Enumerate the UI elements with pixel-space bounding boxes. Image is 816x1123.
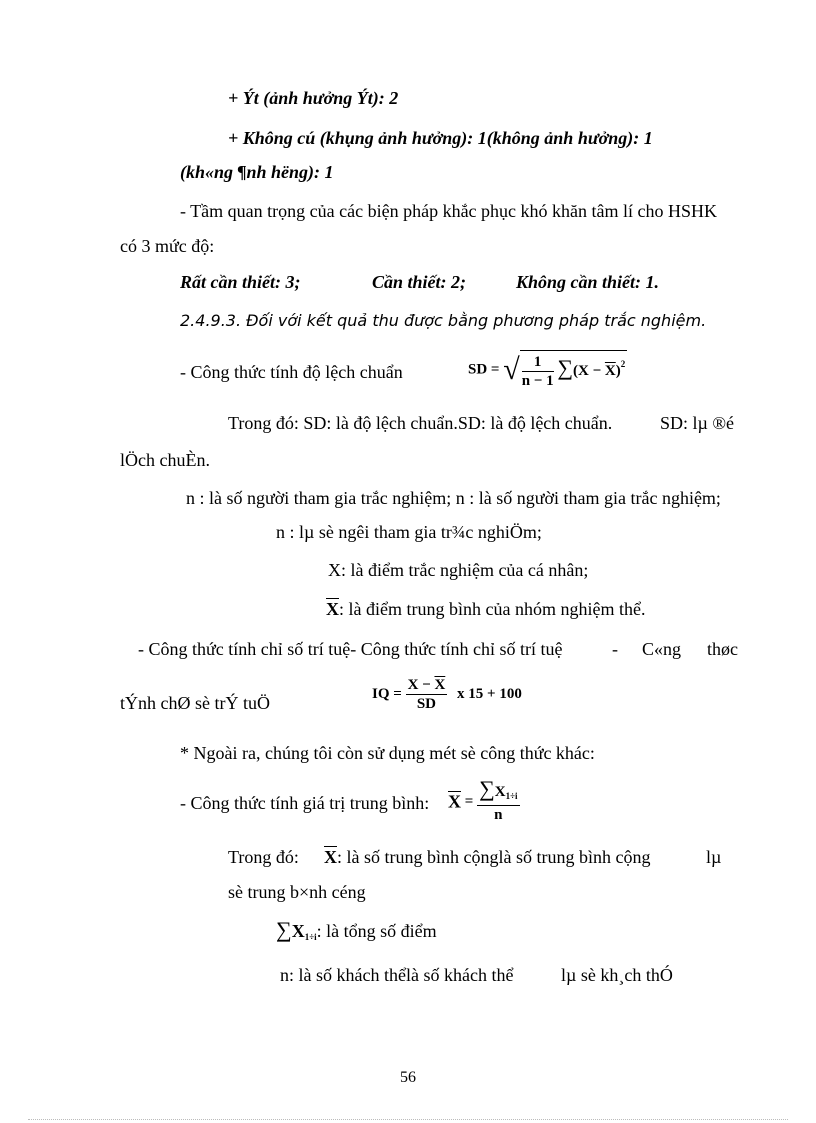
iq-formula [372,676,522,713]
where-sd-definition-garbled: SD: lµ ®é [660,413,735,433]
mean-formula-label: - Công thức tính giá trị trung bình: [180,793,430,813]
iq-dash: - [612,639,618,659]
importance-paragraph: - Tầm quan trọng của các biện pháp khắc phục khó khăn tâm lí cho HSHK [180,201,718,221]
sd-lhs: SD = [468,361,500,378]
where-sd-definition-cont: lÖch chuÈn. [120,450,210,470]
mean-definition-text: : là số trung bình cộnglà số trung bình cộng [337,847,651,867]
n-subjects-garbled: lµ sè kh¸ch thÓ [561,965,673,985]
importance-paragraph-cont: có 3 mức độ: [120,236,215,256]
sqrt-icon: √ [503,353,520,386]
iq-lhs: IQ = [372,686,402,702]
level-very-necessary: Rất cần thiết: 3; [180,272,301,292]
xbar-definition [326,597,645,621]
where-mean-garbled-cont: sè trung b×nh céng [228,882,366,902]
sd-den: n − 1 [521,373,554,389]
iq-formula-label: - Công thức tính chỉ số trí tuệ- Công thức tính chỉ số trí tuệ [138,639,563,659]
criterion-little-influence: + Ýt (ảnh hưởng Ýt): 2 [228,88,399,108]
where-sd-definition: Trong đó: SD: là độ lệch chuẩn.SD: là độ lệch chuẩn. [228,413,613,433]
page-number: 56 [400,1069,416,1086]
page-bottom-divider [28,1119,788,1120]
where-mean-garbled: lµ [706,847,722,867]
sum-var: X [291,921,305,941]
iq-label-garbled-2: thøc [707,639,738,659]
section-heading-2-4-9-3: 2.4.9.3. Đối với kết quả thu được bằng phương pháp trắc nghiệm. [180,311,707,330]
criterion-no-influence-garbled: (kh«ng ¶nh hëng): 1 [180,162,334,182]
mean-var: X [494,784,506,800]
where-mean-definition [324,845,650,869]
n-subjects-definition: n: là số khách thểlà số khách thể [280,965,514,985]
sum-definition [276,918,437,949]
n-definition: n : là số người tham gia trắc nghiệm; n : là số người tham gia trắc nghiệm; [186,488,721,508]
sd-pow: 2 [620,358,626,369]
sum-icon: ∑ [276,917,292,942]
iq-label-garbled-1: C«ng [642,639,682,659]
iq-num-x: X − [407,677,435,693]
xbar-definition-text: : là điểm trung bình của nhóm nghiệm thể. [339,599,646,619]
sum-sub: 1÷i [304,932,317,942]
sd-xbar: $\overline{X}$ [604,362,616,379]
where-mean-label: Trong đó: [228,847,299,867]
sd-body: (X − [573,362,605,379]
sd-formula [468,350,627,390]
criterion-no-influence: + Không cú (khụng ảnh hưởng): 1(không ảnh hưởng): 1 [228,128,653,148]
mean-den: n [494,807,503,823]
iq-num-xbar: $\overline{X}$ [434,677,446,693]
level-not-necessary: Không cần thiết: 1. [516,272,660,292]
sum-definition-text: : là tổng số điểm [316,921,437,941]
level-necessary: Cần thiết: 2; [372,272,467,292]
mean-formula [448,776,520,824]
sd-close: ) [615,362,621,379]
sd-num: 1 [522,353,554,372]
mean-eq: = [461,793,478,810]
x-definition: X: là điểm trắc nghiệm của cá nhân; [328,560,589,580]
mean-sub: 1÷i [505,791,518,801]
iq-label-garbled-3: tÝnh chØ sè trÝ tuÖ [120,693,270,713]
n-definition-garbled: n : lµ sè ngêi tham gia tr¾c nghiÖm; [276,522,542,542]
sd-sum-icon: ∑ [557,354,574,380]
mean-xbar: $\overline{X}$ [448,791,461,812]
xbar-symbol: $\overline{X}$ [326,599,339,619]
sd-formula-label: - Công thức tính độ lệch chuẩn [180,362,403,382]
iq-den: SD [416,696,437,712]
mean-sum-icon: ∑ [479,776,495,801]
iq-rest: x 15 + 100 [457,686,522,702]
other-formulas-intro: * Ngoài ra, chúng tôi còn sử dụng mét sè công thức khác: [180,743,595,763]
mean-xbar-symbol: $\overline{X}$ [324,847,337,867]
